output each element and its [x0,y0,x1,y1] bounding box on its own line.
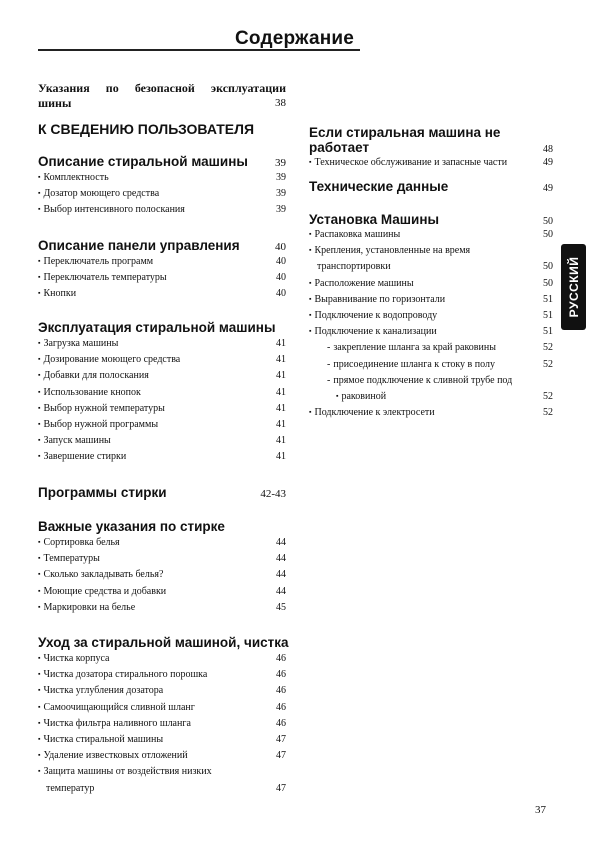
toc-item-text: ▪ Подключение к канализации [309,324,437,340]
toc-item-page: 46 [276,669,286,681]
toc-item-page: 41 [276,338,286,349]
section-title [38,519,286,534]
toc-item [309,405,553,421]
toc-item-page: 51 [543,326,553,338]
toc-item [38,336,286,352]
toc-item-page: 44 [276,553,286,565]
section-title-text: Описание панели управления [38,238,240,253]
toc-item-page: 49 [543,157,553,168]
toc-item-page: 44 [276,537,286,548]
toc-item-page: 51 [543,310,553,322]
section-items [38,336,286,466]
toc-item [309,389,553,405]
toc-item-page: 44 [276,585,286,597]
section-title-text: Уход за стиральной машиной, чистка [38,635,289,650]
section-items [38,254,286,303]
toc-item-text: ▪ Дозатор моющего средства [38,186,159,202]
toc-item [38,352,286,368]
toc-item [38,651,286,667]
toc-item-text: ▪ Кнопки [38,286,76,302]
section-troubleshooting [309,125,553,171]
toc-item-text: ▪ Техническое обслуживание и запасные части [309,155,507,171]
installation-title [309,212,553,227]
installation-items [309,227,553,421]
toc-item-page: 47 [276,782,286,794]
toc-item-text: ▪ Загрузка машины [38,336,118,352]
section-title-text: Описание стиральной машины [38,154,248,169]
toc-item [38,716,286,732]
toc-item-page: 52 [543,407,553,419]
toc-item-text: - закрепление шланга за край раковины [309,340,496,356]
toc-item-page: 41 [276,435,286,447]
toc-item [38,667,286,683]
toc-item-page: 39 [276,204,286,216]
troubleshooting-title-line-1 [309,125,553,140]
section-page: 40 [275,241,286,253]
installation-title-text: Установка Машины [309,212,440,227]
toc-item-text: - прямое подключение к сливной трубе под [309,373,512,389]
troubleshooting-items [309,155,553,171]
section-items [38,170,286,219]
toc-item-page: 41 [276,370,286,382]
toc-item [38,732,286,748]
toc-item-text: - присоединение шланга к стоку в полу [309,357,495,373]
toc-item-text: ▪ Переключатель программ [38,254,153,270]
toc-item-text: ▪ Расположение машины [309,276,414,292]
toc-item-page: 50 [543,261,553,273]
toc-item [38,600,286,616]
toc-item-page: 40 [276,256,286,267]
toc-item [38,683,286,699]
toc-item-text: ▪ Выбор интенсивного полоскания [38,202,185,218]
toc-item-text: ▪ Подключение к электросети [309,405,435,421]
troubleshooting-title-text-2: работает [309,140,370,155]
toc-item-text: ▪ Чистка корпуса [38,651,110,667]
toc-item [38,764,286,780]
toc-item-page: 46 [276,701,286,713]
toc-item-page: 41 [276,354,286,366]
toc-item-text: ▪ Температуры [38,551,100,567]
toc-item [309,340,553,356]
section-title-text: Важные указания по стирке [38,519,225,534]
toc-item-text: ▪ Выбор нужной программы [38,417,158,433]
section-machine-description [38,154,286,219]
toc-item-text: ▪ Комплектность [38,170,109,186]
section-title [38,154,286,169]
toc-item-page: 46 [276,653,286,664]
toc-item [38,748,286,764]
toc-item-text: ▪ Переключатель температуры [38,270,167,286]
toc-item-page: 50 [543,229,553,240]
section-washing-tips [38,519,286,616]
installation-page: 50 [543,216,553,227]
toc-item [309,227,553,243]
toc-item [309,324,553,340]
section-title [38,485,286,500]
toc-item [38,401,286,417]
toc-item-text: ▪ Распаковка машины [309,227,400,243]
user-info-heading: К СВЕДЕНИЮ ПОЛЬЗОВАТЕЛЯ [38,121,255,137]
toc-item [309,155,553,171]
tech-data-title [309,179,553,194]
section-title-text: Программы стирки [38,485,167,500]
toc-item-text: ▪ Чистка углубления дозатора [38,683,163,699]
safety-page: 38 [275,97,286,109]
section-care-cleaning [38,635,289,797]
toc-item [38,535,286,551]
section-installation [309,212,553,421]
toc-item [38,584,286,600]
toc-item-page: 39 [276,172,286,183]
toc-item-page: 46 [276,685,286,697]
toc-item-page: 47 [276,734,286,746]
language-tab [561,244,586,330]
troubleshooting-title-text-1: Если стиральная машина не [309,125,501,140]
toc-item-page: 44 [276,569,286,581]
toc-item [38,254,286,270]
toc-item [309,276,553,292]
toc-item-text: транспортировки [317,261,391,273]
toc-item-page: 52 [543,391,553,403]
toc-item-text: ▪ Выравнивание по горизонтали [309,292,445,308]
toc-item-text: температур [46,782,95,794]
toc-item-text: ▪ Крепления, установленные на время [309,243,470,259]
toc-item-page: 52 [543,342,553,354]
section-title [38,635,289,650]
page-title: Содержание [235,28,355,49]
toc-item-text: ▪ Чистка фильтра наливного шланга [38,716,191,732]
toc-item [38,700,286,716]
toc-item [309,308,553,324]
toc-item-page: 40 [276,288,286,300]
toc-item [38,433,286,449]
toc-item [38,551,286,567]
toc-item-text: ▪ Подключение к водопроводу [309,308,437,324]
toc-safety-entry [38,81,286,111]
toc-item-text: ▪ Маркировки на белье [38,600,135,616]
section-title-text: Эксплуатация стиральной машины [38,320,276,335]
toc-item-text: ▪ Самоочищающийся сливной шланг [38,700,195,716]
toc-item-text: ▪ Сколько закладывать белья? [38,567,163,583]
section-items [38,535,286,616]
safety-line-1: Указания по безопасной эксплуатации [38,81,286,95]
toc-item-text: ▪ Запуск машины [38,433,111,449]
toc-item-page: 41 [276,419,286,431]
toc-item-text: ▪ Завершение стирки [38,449,126,465]
toc-item-text: ▪ Сортировка белья [38,535,120,551]
toc-item-text: ▪ Выбор нужной температуры [38,401,165,417]
toc-item-text: ▪ Использование кнопок [38,385,141,401]
section-page: 39 [275,157,286,169]
toc-item-page: 45 [276,601,286,613]
toc-item-page: 51 [543,293,553,305]
toc-item-text: ▪ Моющие средства и добавки [38,584,166,600]
toc-item [38,449,286,465]
toc-item [38,186,286,202]
toc-item-page: 41 [276,451,286,463]
toc-item-text: ▪ раковиной [309,389,386,405]
section-items [38,651,286,797]
troubleshooting-page: 48 [543,144,553,155]
section-operation [38,320,286,466]
section-control-panel [38,238,286,303]
toc-item [309,373,553,389]
toc-item-page: 50 [543,277,553,289]
toc-item-text: ▪ Дозирование моющего средства [38,352,180,368]
safety-line-2-text: шины [38,96,72,110]
toc-item-text: ▪ Чистка стиральной машины [38,732,163,748]
tech-data-page: 49 [543,183,553,194]
toc-item-page: 41 [276,386,286,398]
toc-item-page: 47 [276,750,286,762]
toc-item-page: 39 [276,188,286,200]
toc-item [309,357,553,373]
toc-item-page: 40 [276,272,286,284]
language-tab-label: РУССКИЙ [566,256,581,318]
toc-item-text: ▪ Защита машины от воздействия низких [38,764,212,780]
page-number: 37 [535,804,546,816]
toc-item [38,170,286,186]
toc-item-text: ▪ Добавки для полоскания [38,368,149,384]
toc-item [38,270,286,286]
toc-item-page: 46 [276,717,286,729]
toc-item [38,286,286,302]
troubleshooting-title-line-2 [309,140,553,155]
section-title [38,238,286,253]
toc-item [38,781,286,797]
section-page: 42-43 [260,488,286,500]
toc-item-text: ▪ Чистка дозатора стирального порошка [38,667,207,683]
toc-item [38,567,286,583]
toc-item [38,417,286,433]
toc-item [38,385,286,401]
toc-item [38,368,286,384]
toc-item-page: 52 [543,358,553,370]
section-tech-data [309,179,553,194]
safety-line-2 [38,96,286,111]
toc-item-text: ▪ Удаление известковых отложений [38,748,188,764]
toc-item [309,243,553,259]
toc-item [309,259,553,275]
toc-item-page: 41 [276,402,286,414]
tech-data-title-text: Технические данные [309,179,449,194]
section-title [38,320,286,335]
toc-item [309,292,553,308]
section-programs [38,485,286,501]
toc-item [38,202,286,218]
